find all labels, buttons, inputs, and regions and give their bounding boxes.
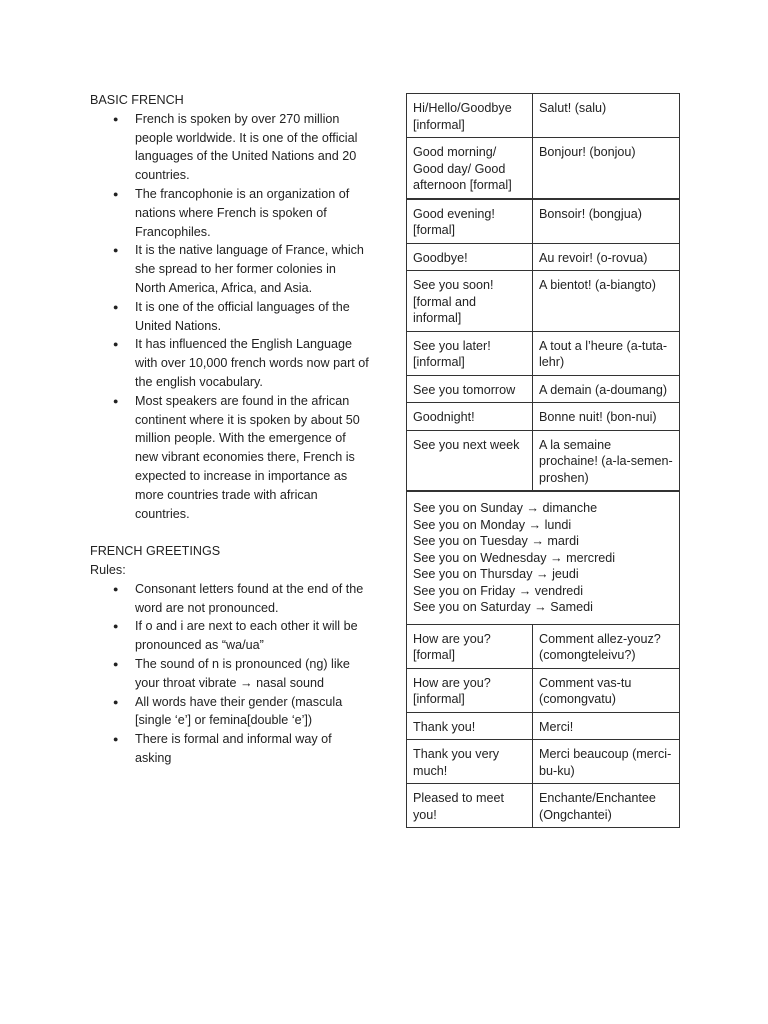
rules-label: Rules:: [90, 562, 126, 577]
english-cell: Hi/Hello/Goodbye [informal]: [407, 94, 533, 138]
french-cell: A la semaine prochaine! (a-la-semen-proshen): [533, 430, 680, 491]
english-cell: See you next week: [407, 430, 533, 491]
day-line: See you on Thursday → jeudi: [413, 567, 579, 581]
english-cell: Good morning/ Good day/ Good afternoon [formal]: [407, 138, 533, 199]
list-item: ● French is spoken by over 270 million people worldwide. It is one of the official languages of the United Nations and 20 countries.: [135, 110, 370, 185]
english-cell: Good evening! [formal]: [407, 199, 533, 244]
french-cell: Bonne nuit! (bon-nui): [533, 403, 680, 431]
list-item: ● Most speakers are found in the african continent where it is spoken by about 50 million people. With the emergence of new vibrant economies there, French is expected to increase in importance as more countries trade with african countries.: [135, 392, 370, 524]
list-item: ● The sound of n is pronounced (ng) like your throat vibrate → nasal sound: [135, 655, 370, 693]
basic-french-list: [90, 110, 370, 524]
days-of-week-cell: [407, 491, 680, 624]
french-cell: Au revoir! (o-rovua): [533, 243, 680, 271]
english-cell: How are you? [informal]: [407, 668, 533, 712]
french-greetings-heading: FRENCH GREETINGS: [90, 544, 221, 559]
table-row: [407, 668, 680, 712]
day-line: See you on Sunday → dimanche: [413, 501, 598, 515]
table-row: [407, 271, 680, 332]
english-cell: See you later! [informal]: [407, 331, 533, 375]
english-cell: Thank you very much!: [407, 740, 533, 784]
day-line: See you on Wednesday → mercredi: [413, 550, 616, 565]
french-cell: A bientot! (a-biangto): [533, 271, 680, 332]
table-row: [407, 712, 680, 740]
day-line: See you on Friday → vendredi: [413, 583, 584, 598]
english-cell: Thank you!: [407, 712, 533, 740]
table-row: [407, 624, 680, 668]
day-line: See you on Saturday → Samedi: [413, 600, 593, 614]
english-cell: Goodbye!: [407, 243, 533, 271]
french-cell: Comment vas-tu (comongvatu): [533, 668, 680, 712]
english-cell: See you soon! [formal and informal]: [407, 271, 533, 332]
english-cell: How are you? [formal]: [407, 624, 533, 668]
list-item: ● There is formal and informal way of asking: [135, 730, 370, 768]
list-item: ● It is one of the official languages of the United Nations.: [135, 298, 370, 336]
table-row: [407, 138, 680, 199]
french-cell: A demain (a-doumang): [533, 375, 680, 403]
days-row: [407, 491, 680, 624]
french-cell: Comment allez-youz? (comongteleivu?): [533, 624, 680, 668]
french-cell: Bonsoir! (bongjua): [533, 199, 680, 244]
table-row: [407, 403, 680, 431]
english-cell: Goodnight!: [407, 403, 533, 431]
day-line: See you on Tuesday → mardi: [413, 534, 579, 548]
table-row: [407, 243, 680, 271]
table-row: [407, 784, 680, 828]
left-column: [90, 91, 370, 768]
table-row: [407, 740, 680, 784]
table-row: [407, 430, 680, 491]
french-cell: Enchante/Enchantee (Ongchantei): [533, 784, 680, 828]
day-line: See you on Monday → lundi: [413, 517, 572, 532]
list-item: ● It is the native language of France, which she spread to her former colonies in North America, Africa, and Asia.: [135, 241, 370, 297]
table-row: [407, 375, 680, 403]
rules-list: [90, 580, 370, 768]
basic-french-heading: BASIC FRENCH: [90, 93, 184, 107]
english-cell: See you tomorrow: [407, 375, 533, 403]
table-row: [407, 94, 680, 138]
list-item: ● All words have their gender (mascula [single ‘e’] or femina[double ‘e’]): [135, 693, 370, 731]
french-cell: A tout a l’heure (a-tuta-lehr): [533, 331, 680, 375]
section-spacer: [90, 523, 370, 542]
table-row: [407, 199, 680, 244]
french-cell: Bonjour! (bonjou): [533, 138, 680, 199]
list-item: ● It has influenced the English Language with over 10,000 french words now part of the english vocabulary.: [135, 335, 370, 391]
list-item: ● Consonant letters found at the end of the word are not pronounced.: [135, 580, 370, 618]
table-row: [407, 331, 680, 375]
greetings-table: [406, 93, 680, 828]
english-cell: Pleased to meet you!: [407, 784, 533, 828]
list-item: ● If o and i are next to each other it will be pronounced as “wa/ua”: [135, 617, 370, 655]
french-cell: Merci beaucoup (merci-bu-ku): [533, 740, 680, 784]
french-cell: Merci!: [533, 712, 680, 740]
french-cell: Salut! (salu): [533, 94, 680, 138]
list-item: ● The francophonie is an organization of nations where French is spoken of Francophiles.: [135, 185, 370, 241]
